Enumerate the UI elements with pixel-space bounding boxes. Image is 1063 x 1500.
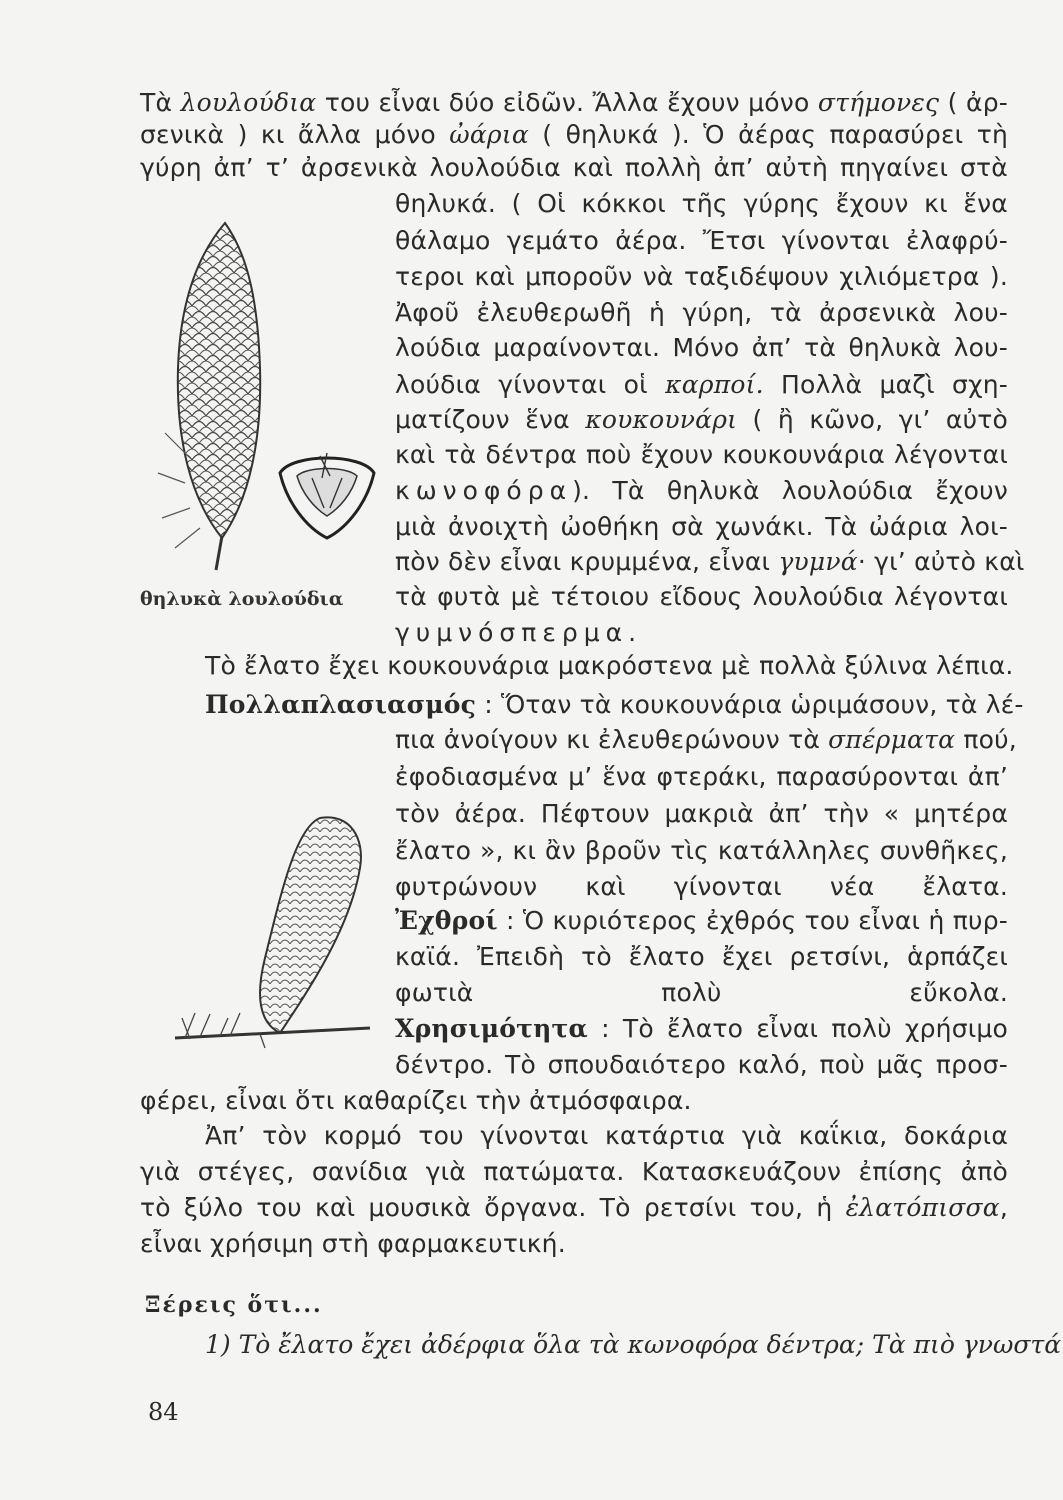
text-line-31: γιὰ στέγες, σανίδια γιὰ πατώματα. Κατασκευάζουν ἐπίσης ἀπὸ bbox=[140, 1157, 1008, 1186]
text-line-17: Τὸ ἔλατο ἔχει κουκουνάρια μακρόστενα μὲ πολλὰ ξύλινα λέπια. bbox=[205, 651, 1014, 680]
text-line-14: πὸν δὲν εἶναι κρυμμένα, εἶναι γυμνά· γι’ αὐτὸ καὶ bbox=[395, 547, 1025, 576]
text-line-7: Ἀφοῦ ἐλευθερωθῆ ἡ γύρη, τὰ ἀρσενικὰ λου- bbox=[395, 298, 1008, 327]
text-line-15: τὰ φυτὰ μὲ τέτοιου εἴδους λουλούδια λέγονται bbox=[395, 582, 1008, 611]
text-line-28: δέντρο. Τὸ σπουδαιότερο καλό, ποὺ μᾶς προσ- bbox=[395, 1050, 1008, 1079]
did-you-know-heading: Ξέρεις ὅτι... bbox=[145, 1292, 323, 1318]
text-line-22: ἔλατο », κι ἂν βροῦν τὶς κατάλληλες συνθῆκες, bbox=[395, 836, 1008, 865]
text-line-25: καϊά. Ἐπειδὴ τὸ ἔλατο ἔχει ρετσίνι, ἁρπάζει bbox=[395, 942, 1008, 971]
text-line-10: ματίζουν ἕνα κουκουνάρι ( ἢ κῶνο, γι’ αὐτὸ bbox=[395, 405, 1008, 434]
text-line-2: σενικὰ ) κι ἄλλα μόνο ὠάρια ( θηλυκά ). Ὁ ἀέρας παρασύρει τὴ bbox=[140, 120, 1008, 149]
text-line-23: φυτρώνουν καὶ γίνονται νέα ἔλατα. bbox=[395, 872, 1008, 901]
page-number: 84 bbox=[148, 1398, 179, 1426]
text-line-18: Πολλαπλασιασμός : Ὅταν τὰ κουκουνάρια ὡριμάσουν, τὰ λέ- bbox=[205, 690, 1024, 719]
text-line-9: λούδια γίνονται οἱ καρποί. Πολλὰ μαζὶ σχη- bbox=[395, 370, 1008, 399]
text-line-29: φέρει, εἶναι ὅτι καθαρίζει τὴν ἀτμόσφαιρα. bbox=[140, 1086, 692, 1115]
text-line-21: τὸν ἀέρα. Πέφτουν μακριὰ ἀπ’ τὴν « μητέρα bbox=[395, 799, 1008, 828]
text-line-19: πια ἀνοίγουν κι ἐλευθερώνουν τὰ σπέρματα πού, bbox=[395, 725, 1017, 754]
text-line-1: Τὰ λουλούδια του εἶναι δύο εἰδῶν. Ἄλλα ἔχουν μόνο στήμονες ( ἀρ- bbox=[140, 88, 1008, 117]
text-line-3: γύρη ἀπ’ τ’ ἀρσενικὰ λουλούδια καὶ πολλὴ ἀπ’ αὐτὴ πηγαίνει στὰ bbox=[140, 153, 1008, 182]
text-line-6: τεροι καὶ μποροῦν νὰ ταξιδέψουν χιλιόμετρα ). bbox=[395, 262, 1008, 291]
text-line-5: θάλαμο γεμάτο ἀέρα. Ἔτσι γίνονται ἐλαφρύ- bbox=[395, 226, 1008, 255]
text-line-20: ἐφοδιασμένα μ’ ἕνα φτεράκι, παρασύρονται ἀπ’ bbox=[395, 762, 1008, 791]
text-line-26: φωτιὰ πολὺ εὔκολα. bbox=[395, 978, 1008, 1007]
text-line-24: Ἐχθροί : Ὁ κυριότερος ἐχθρός του εἶναι ἡ πυρ- bbox=[395, 906, 1008, 935]
text-line-30: Ἀπ’ τὸν κορμό του γίνονται κατάρτια γιὰ καΐκια, δοκάρια bbox=[205, 1121, 1008, 1150]
text-line-13: μιὰ ἀνοιχτὴ ὠοθήκη σὰ χωνάκι. Τὰ ὠάρια λοι- bbox=[395, 512, 1008, 541]
text-line-33: εἶναι χρήσιμη στὴ φαρμακευτική. bbox=[140, 1229, 566, 1258]
did-you-know-item-1: 1) Τὸ ἔλατο ἔχει ἀδέρφια ὅλα τὰ κωνοφόρα δέντρα; Τὰ πιὸ γνωστά bbox=[205, 1330, 1062, 1359]
text-line-11: καὶ τὰ δέντρα ποὺ ἔχουν κουκουνάρια λέγονται bbox=[395, 440, 1008, 469]
open-ovary-illustration bbox=[272, 448, 382, 543]
text-line-27: Χρησιμότητα : Τὸ ἔλατο εἶναι πολὺ χρήσιμο bbox=[395, 1014, 1008, 1043]
illustration-caption: θηλυκὰ λουλούδια bbox=[140, 588, 344, 610]
text-line-32: τὸ ξύλο του καὶ μουσικὰ ὄργανα. Τὸ ρετσίνι του, ἡ ἐλατόπισσα, bbox=[140, 1193, 1008, 1222]
text-line-12: κωνοφόρα). Τὰ θηλυκὰ λουλούδια ἔχουν bbox=[395, 476, 1008, 505]
text-line-16: γυμνόσπερμα. bbox=[395, 618, 643, 647]
fir-cone-twig-illustration bbox=[170, 808, 400, 1053]
text-line-8: λούδια μαραίνονται. Μόνο ἀπ’ τὰ θηλυκὰ λου- bbox=[395, 333, 1008, 362]
text-line-4: θηλυκά. ( Οἱ κόκκοι τῆς γύρης ἔχουν κι ἕνα bbox=[395, 189, 1008, 218]
